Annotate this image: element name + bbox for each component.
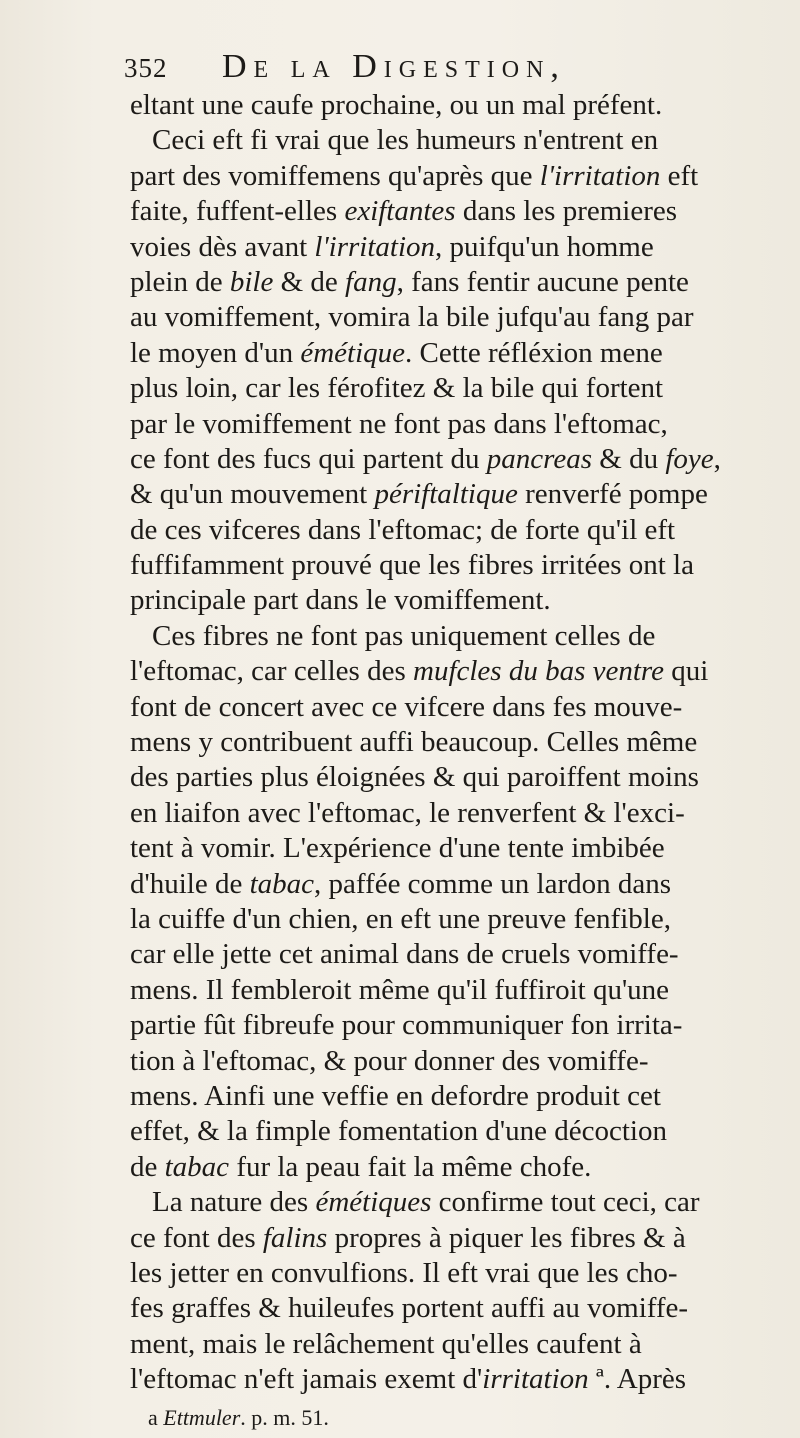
italic-term: bile: [229, 265, 274, 298]
italic-term: tabac: [249, 867, 315, 900]
text-segment: font de concert avec ce vifcere dans fes mouve-: [130, 690, 683, 723]
text-segment: propres à piquer les fibres & à: [327, 1221, 686, 1254]
text-line: [130, 300, 790, 335]
text-segment: eltant une caufe prochaine, ou un mal préfent.: [130, 89, 663, 121]
text-line: [130, 407, 790, 442]
text-segment: ,: [713, 442, 721, 475]
text-segment: tent à vomir. L'expérience d'une tente imbibée: [130, 832, 665, 865]
italic-term: l'irritation: [539, 159, 661, 192]
text-segment: part des vomiffemens qu'après que: [130, 159, 540, 192]
text-segment: renverfé pompe: [517, 478, 708, 511]
text-segment: faite, fuffent-elles: [130, 195, 345, 228]
italic-term: pancreas: [486, 442, 593, 475]
text-segment: partie fût fibreufe pour communiquer fon irrita-: [130, 1009, 683, 1042]
text-segment: ment, mais le relâchement qu'elles caufent à: [130, 1327, 642, 1360]
text-line: [130, 123, 790, 158]
text-segment: la cuiffe d'un chien, en eft une preuve fenfible,: [130, 902, 671, 935]
text-segment: fuffifamment prouvé que les fibres irritées ont la: [130, 549, 694, 582]
text-segment: , paffée comme un lardon dans: [314, 867, 672, 900]
text-line: [130, 831, 790, 866]
text-segment: La nature des: [152, 1186, 316, 1219]
text-segment: . Cette réfléxion mene: [405, 336, 663, 369]
text-segment: mens. Ainfi une veffie en defordre produit cet: [130, 1079, 661, 1112]
text-segment: Ceci eft fi vrai que les humeurs n'entrent en: [152, 124, 659, 157]
text-line: [130, 265, 790, 300]
text-segment: principale part dans le vomiffement.: [130, 584, 551, 617]
text-segment: ce font des fucs qui partent du: [130, 442, 487, 475]
text-segment: Ces fibres ne font pas uniquement celles de: [152, 619, 656, 652]
text-line: [130, 1044, 790, 1079]
text-line: [130, 1008, 790, 1043]
text-segment: ª. Après: [588, 1363, 687, 1396]
text-line: [130, 442, 790, 477]
text-line: [130, 1221, 790, 1256]
text-line: [130, 1291, 790, 1326]
text-segment: les jetter en convulfions. Il eft vrai que les cho-: [130, 1256, 678, 1289]
text-line: [130, 973, 790, 1008]
text-line: [130, 654, 790, 689]
text-segment: voies dès avant: [130, 230, 315, 263]
text-line: [130, 760, 790, 795]
text-segment: l'eftomac, car celles des: [130, 655, 413, 688]
italic-term: tabac: [164, 1150, 230, 1183]
text-line: [130, 513, 790, 548]
text-line: [130, 230, 790, 265]
text-segment: par le vomiffement ne font pas dans l'eftomac,: [130, 407, 668, 440]
text-line: [130, 159, 790, 194]
text-line: [130, 336, 790, 371]
text-segment: effet, & la fimple fomentation d'une décoction: [130, 1115, 667, 1148]
italic-term: émétique: [300, 336, 406, 369]
text-segment: l'eftomac n'eft jamais exemt d': [130, 1363, 483, 1396]
text-segment: mens. Il fembleroit même qu'il fuffiroit qu'une: [130, 973, 670, 1006]
text-line: [130, 619, 790, 654]
text-line: [130, 1327, 790, 1362]
text-segment: plus loin, car les férofitez & la bile qui fortent: [130, 372, 664, 405]
text-segment: tion à l'eftomac, & pour donner des vomiffe-: [130, 1044, 649, 1077]
text-segment: des parties plus éloignées & qui paroiffent moins: [130, 761, 699, 794]
text-line: [130, 725, 790, 760]
text-line: [130, 1362, 790, 1397]
text-line: [130, 1114, 790, 1149]
italic-term: périftaltique: [374, 478, 518, 511]
text-segment: mens y contribuent auffi beaucoup. Celles même: [130, 726, 698, 759]
italic-term: mufcles du bas ventre: [413, 655, 665, 688]
text-segment: fes graffes & huileufes portent auffi au vomiffe-: [130, 1292, 689, 1325]
text-line: [130, 902, 790, 937]
text-line: [130, 1256, 790, 1291]
text-line: [130, 867, 790, 902]
text-line: [130, 194, 790, 229]
text-line: [130, 477, 790, 512]
text-line: [130, 88, 790, 123]
text-segment: qui: [664, 655, 709, 688]
text-segment: en liaifon avec l'eftomac, le renverfent & l'exci-: [130, 796, 685, 829]
text-segment: au vomiffement, vomira la bile jufqu'au fang par: [130, 301, 694, 334]
text-segment: ce font des: [130, 1221, 263, 1254]
text-line: [130, 583, 790, 618]
text-segment: fur la peau fait la même chofe.: [229, 1150, 592, 1183]
text-segment: & du: [592, 442, 666, 475]
text-segment: de ces vifceres dans l'eftomac; de forte qu'il eft: [130, 513, 676, 546]
text-line: [130, 548, 790, 583]
text-segment: dans les premieres: [455, 195, 678, 228]
footnote: [148, 1405, 329, 1431]
body-text: [130, 88, 790, 1397]
footnote-marker: a: [148, 1405, 158, 1430]
text-segment: & de: [273, 265, 346, 298]
running-head: De la Digestion,: [222, 48, 566, 85]
italic-term: falins: [262, 1221, 328, 1254]
text-line: [130, 690, 790, 725]
text-segment: car elle jette cet animal dans de cruels vomiffe-: [130, 938, 679, 971]
text-segment: plein de: [130, 265, 230, 298]
footnote-reference: . p. m. 51.: [240, 1405, 329, 1430]
italic-term: exiftantes: [344, 195, 456, 228]
italic-term: fang: [345, 265, 397, 298]
text-line: [130, 937, 790, 972]
page-number: 352: [124, 53, 168, 83]
italic-term: émétiques: [315, 1186, 432, 1219]
text-line: [130, 1079, 790, 1114]
footnote-author: Ettmuler: [163, 1405, 241, 1430]
text-segment: & qu'un mouvement: [130, 478, 375, 511]
text-line: [130, 1185, 790, 1220]
text-segment: eft: [660, 159, 699, 192]
text-segment: confirme tout ceci, car: [431, 1186, 700, 1219]
text-line: [130, 796, 790, 831]
italic-term: l'irritation: [314, 230, 436, 263]
italic-term: foye: [665, 442, 714, 475]
text-line: [130, 1150, 790, 1185]
text-segment: d'huile de: [130, 867, 250, 900]
italic-term: irritation: [482, 1363, 589, 1396]
text-segment: , puifqu'un homme: [435, 230, 654, 263]
text-segment: , fans fentir aucune pente: [396, 265, 689, 298]
text-segment: de: [130, 1150, 165, 1183]
text-segment: le moyen d'un: [130, 336, 301, 369]
text-line: [130, 371, 790, 406]
